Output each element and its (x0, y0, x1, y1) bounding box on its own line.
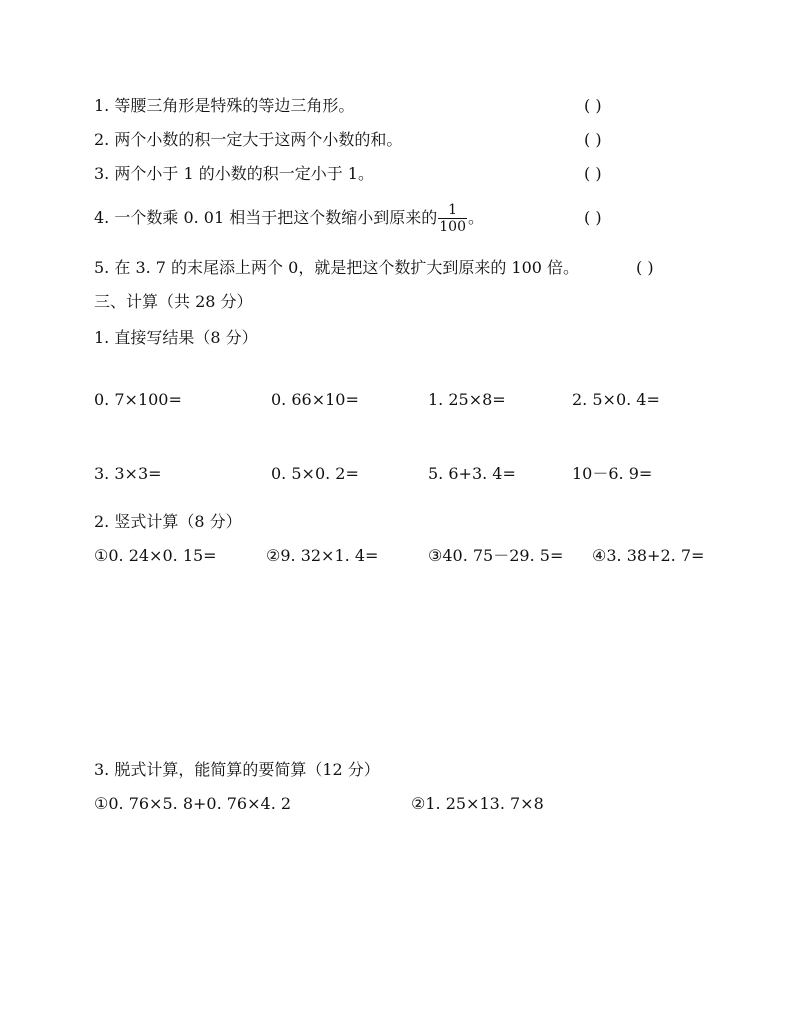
answer-parentheses-4[interactable]: ( ) (584, 208, 602, 227)
fraction-denominator: 100 (439, 219, 466, 235)
fraction (438, 202, 467, 235)
judgement-item-5: 5. 在 3. 7 的末尾添上两个 0，就是把这个数扩大到原来的 100 倍。 (94, 258, 580, 277)
stepwise-calc-1: ①0. 76×5. 8+0. 76×4. 2 (94, 794, 292, 813)
part2-title: 2. 竖式计算（8 分） (94, 512, 242, 531)
oral-calc-8: 10－6. 9= (572, 464, 653, 483)
oral-calc-6: 0. 5×0. 2= (271, 464, 359, 483)
judgement-item-4 (94, 200, 484, 236)
answer-parentheses-2[interactable]: ( ) (584, 130, 602, 149)
oral-calc-1: 0. 7×100= (94, 390, 182, 409)
vertical-calc-1: ①0. 24×0. 15= (94, 546, 217, 565)
answer-parentheses-5[interactable]: ( ) (636, 258, 654, 277)
judgement-item-4-text: 4. 一个数乘 0. 01 相当于把这个数缩小到原来的 (94, 208, 438, 227)
judgement-item-3: 3. 两个小于 1 的小数的积一定小于 1。 (94, 164, 374, 183)
oral-calc-7: 5. 6+3. 4= (428, 464, 516, 483)
part3-title: 3. 脱式计算，能简算的要简算（12 分） (94, 760, 380, 779)
oral-calc-5: 3. 3×3= (94, 464, 162, 483)
oral-calc-4: 2. 5×0. 4= (572, 390, 660, 409)
fraction-numerator: 1 (438, 202, 467, 219)
stepwise-calc-2: ②1. 25×13. 7×8 (411, 794, 544, 813)
oral-calc-3: 1. 25×8= (428, 390, 506, 409)
section-title: 三、计算（共 28 分） (94, 292, 253, 311)
judgement-item-2: 2. 两个小数的积一定大于这两个小数的和。 (94, 130, 403, 149)
answer-parentheses-3[interactable]: ( ) (584, 164, 602, 183)
answer-parentheses-1[interactable]: ( ) (584, 96, 602, 115)
judgement-item-4-end: 。 (467, 208, 484, 227)
judgement-item-1: 1. 等腰三角形是特殊的等边三角形。 (94, 96, 355, 115)
vertical-calc-4: ④3. 38+2. 7= (592, 546, 705, 565)
vertical-calc-2: ②9. 32×1. 4= (266, 546, 379, 565)
vertical-calc-3: ③40. 75－29. 5= (428, 546, 564, 565)
part1-title: 1. 直接写结果（8 分） (94, 328, 258, 347)
oral-calc-2: 0. 66×10= (271, 390, 359, 409)
